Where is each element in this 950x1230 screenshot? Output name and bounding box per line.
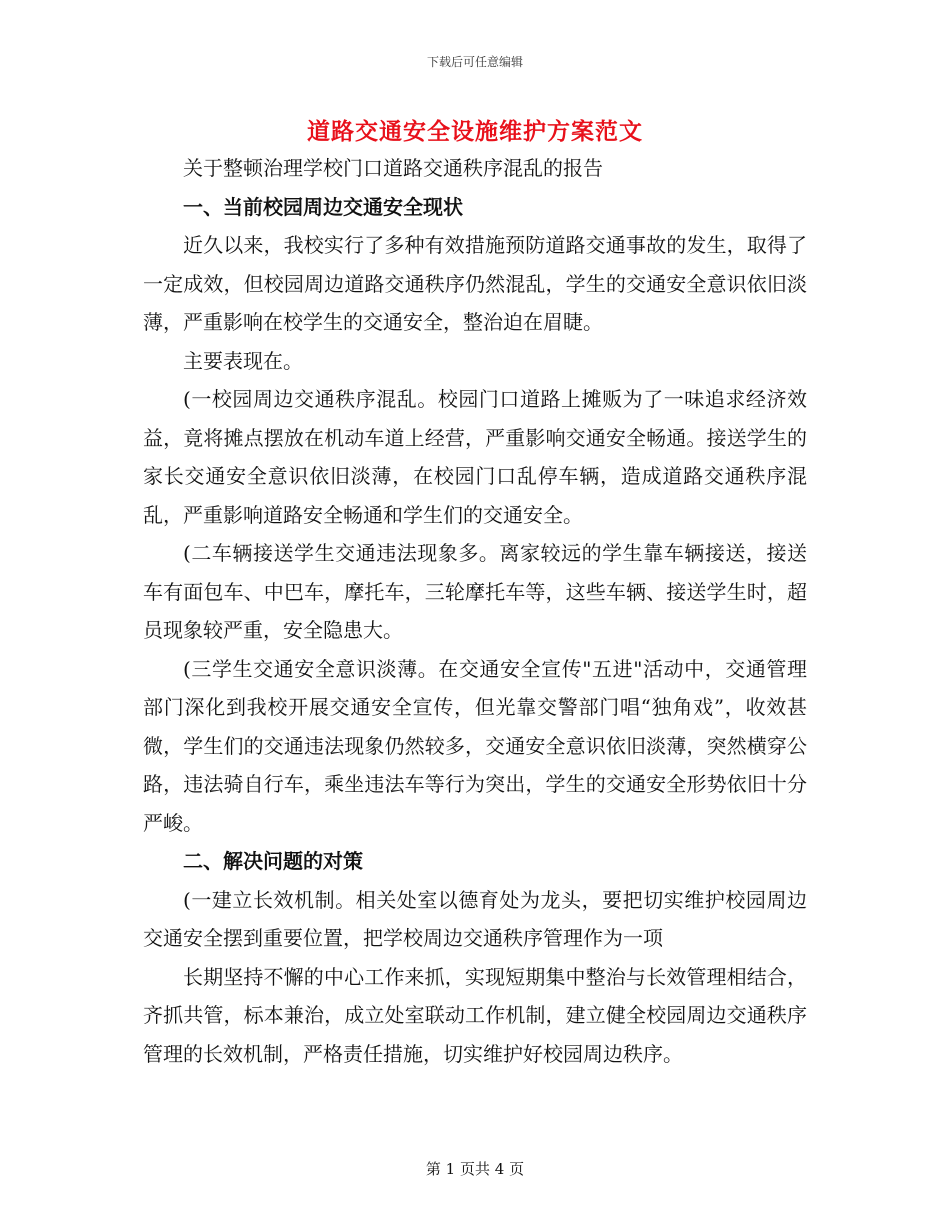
paragraph-point-3: (三学生交通安全意识淡薄。在交通安全宣传"五进"活动中，交通管理部门深化到我校开展交通安全宣传，但光靠交警部门唱“独角戏”，收效甚微，学生们的交通违法现象仍然较多，交通安全意识依旧淡薄，突然横穿公路，违法骑自行车，乘坐违法车等行为突出，学生的交通安全形势依旧十分严峻。 xyxy=(143,656,807,835)
paragraph-measure-1: (一建立长效机制。相关处室以德育处为龙头，要把切实维护校园周边交通安全摆到重要位置，把学校周边交通秩序管理作为一项 xyxy=(143,887,807,950)
paragraph-point-2: (二车辆接送学生交通违法现象多。离家较远的学生靠车辆接送，接送车有面包车、中巴车，摩托车，三轮摩托车等，这些车辆、接送学生时，超员现象较严重，安全隐患大。 xyxy=(143,541,807,642)
paragraph-point-1: (一校园周边交通秩序混乱。校园门口道路上摊贩为了一味追求经济效益，竟将摊点摆放在机动车道上经营，严重影响交通安全畅通。接送学生的家长交通安全意识依旧淡薄，在校园门口乱停车辆，造成道路交通秩序混乱，严重影响道路安全畅通和学生们的交通安全。 xyxy=(143,387,807,527)
report-subtitle: 关于整顿治理学校门口道路交通秩序混乱的报告 xyxy=(183,156,603,180)
section-heading-1: 一、当前校园周边交通安全现状 xyxy=(183,194,463,219)
paragraph-intro: 近久以来，我校实行了多种有效措施预防道路交通事故的发生，取得了一定成效，但校园周边道路交通秩序仍然混乱，学生的交通安全意识依旧淡薄，严重影响在校学生的交通安全，整治迫在眉睫。 xyxy=(143,233,807,334)
paragraph-main-points: 主要表现在。 xyxy=(183,348,303,373)
document-title: 道路交通安全设施维护方案范文 xyxy=(307,118,643,145)
document-body xyxy=(143,149,807,1073)
page-header-note: 下载后可任意编辑 xyxy=(426,55,523,69)
paragraph-measure-1-cont: 长期坚持不懈的中心工作来抓，实现短期集中整治与长效管理相结合，齐抓共管，标本兼治，成立处室联动工作机制，建立健全校园周边交通秩序管理的长效机制，严格责任措施，切实维护好校园周边秩序。 xyxy=(143,964,807,1066)
page-number: 第 1 页共 4 页 xyxy=(425,1160,525,1178)
section-heading-2: 二、解决问题的对策 xyxy=(183,849,363,873)
